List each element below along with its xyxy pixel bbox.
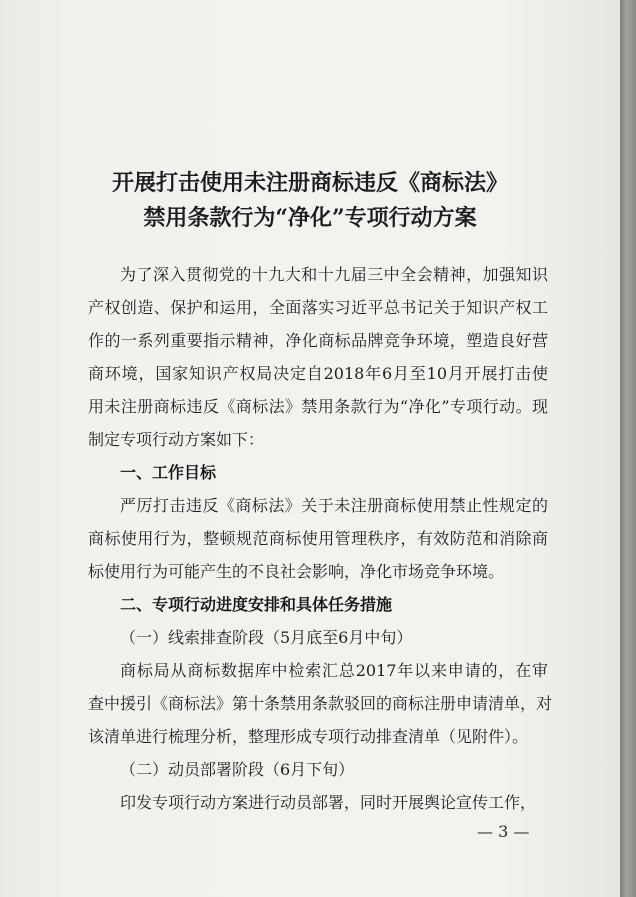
body-line: 商标使用行为，整顿规范商标使用管理秩序，有效防范和消除商 (88, 529, 548, 548)
body-line: 商环境，国家知识产权局决定自2018年6月至10月开展打击使 (88, 364, 548, 383)
body-line: 查中援引《商标法》第十条禁用条款驳回的商标注册申请清单，对 (88, 694, 553, 713)
body-line: 为了深入贯彻党的十九大和十九届三中全会精神，加强知识 (120, 265, 548, 284)
body-line: 商标局从商标数据库中检索汇总2017年以来申请的，在审 (120, 661, 548, 680)
document-title-line-1: 开展打击使用未注册商标违反《商标法》 (111, 170, 508, 196)
section-heading-schedule: 二、专项行动进度安排和具体任务措施 (120, 595, 393, 614)
body-line: 产权创造、保护和运用，全面落实习近平总书记关于知识产权工 (88, 298, 548, 317)
body-line: 该清单进行梳理分析，整理形成专项行动排查清单（见附件）。 (88, 727, 529, 746)
body-line: 制定专项行动方案如下： (88, 430, 265, 449)
body-line: 标使用行为可能产生的不良社会影响，净化市场竞争环境。 (88, 562, 505, 581)
body-line: 作的一系列重要指示精神，净化商标品牌竞争环境，塑造良好营 (88, 331, 548, 350)
subsection-heading-clue-screening: （一）线索排查阶段（5月底至6月中旬） (120, 628, 413, 647)
page-edge-shadow (620, 0, 636, 897)
subsection-heading-mobilization: （二）动员部署阶段（6月下旬） (120, 760, 355, 779)
document-title-line-2: 禁用条款行为“净化”专项行动方案 (143, 205, 477, 231)
section-heading-work-goal: 一、工作目标 (120, 463, 217, 482)
body-line: 严厉打击违反《商标法》关于未注册商标使用禁止性规定的 (120, 496, 548, 515)
body-line: 用未注册商标违反《商标法》禁用条款行为“净化”专项行动。现 (88, 397, 548, 416)
body-line: 印发专项行动方案进行动员部署，同时开展舆论宣传工作， (120, 793, 537, 812)
page-number: — 3 — (477, 822, 530, 841)
